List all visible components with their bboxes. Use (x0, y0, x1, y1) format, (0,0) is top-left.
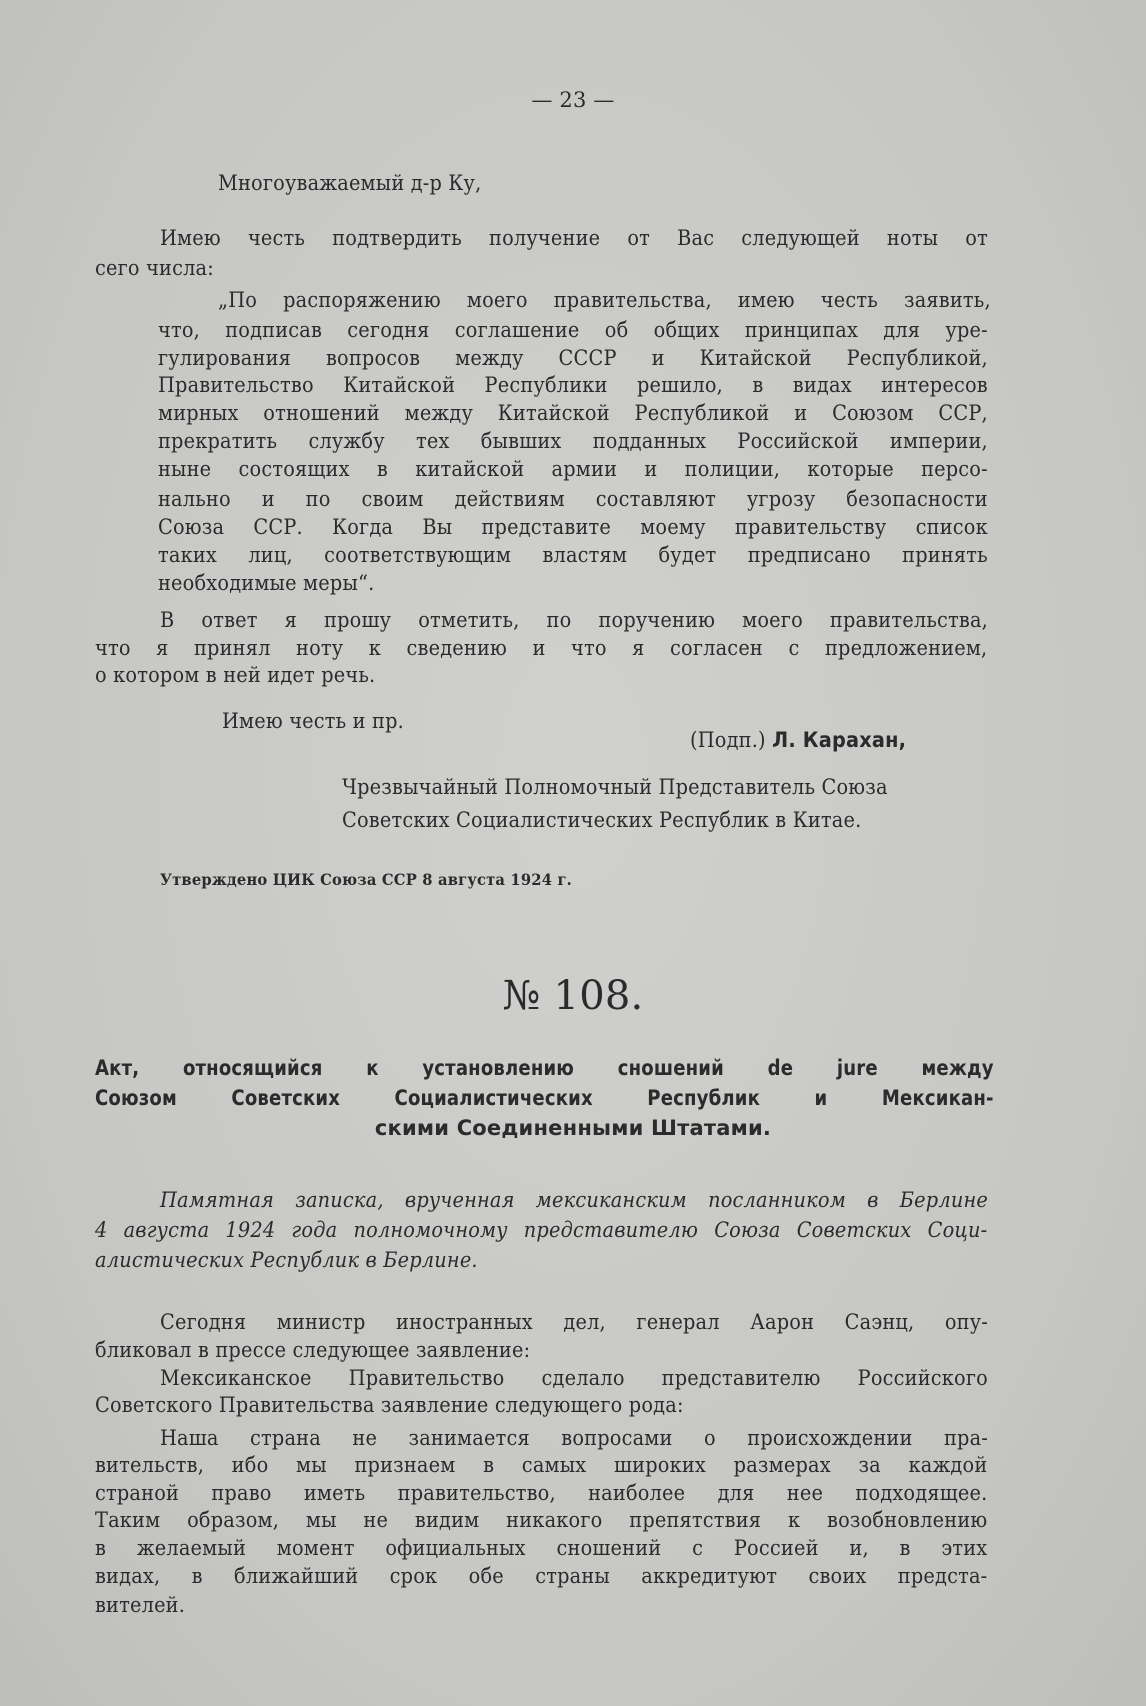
quote-line: таких лиц, соответствующим властям будет предписано принять (158, 543, 988, 567)
reply-line: что я принял ноту к сведению и что я согласен с предложением, (95, 636, 988, 660)
paragraph-line: видах, в ближайший срок обе страны аккредитуют своих предста- (95, 1564, 988, 1588)
salutation: Многоуважаемый д-р Ку, (218, 171, 482, 195)
paragraph-line: вительств, ибо мы признаем в самых широких размерах за каждой (95, 1453, 988, 1477)
quote-line: что, подписав сегодня соглашение об общих принципах для уре- (158, 318, 988, 342)
paragraph-line: Мексиканское Правительство сделало представителю Российского (160, 1366, 988, 1390)
quote-line: мирных отношений между Китайской Республикой и Союзом ССР, (158, 401, 988, 425)
signature (690, 726, 1146, 754)
note-line: Памятная записка, врученная мексиканским посланником в Берлине (160, 1188, 988, 1212)
paragraph-line: Сегодня министр иностранных дел, генерал Аарон Саэнц, опу- (160, 1310, 988, 1334)
quote-line: нально и по своим действиям составляют угрозу безопасности (158, 487, 988, 511)
quote-line: гулирования вопросов между СССР и Китайской Республикой, (158, 346, 988, 370)
signature-prefix: (Подп.) (690, 728, 766, 752)
paragraph-line: вителей. (95, 1593, 186, 1617)
quote-line: необходимые меры“. (158, 571, 375, 595)
note-line: 4 августа 1924 года полномочному представителю Союза Советских Соци- (95, 1218, 988, 1242)
quote-line: Правительство Китайской Республики решило, в видах интересов (158, 373, 988, 397)
paragraph-line: Наша страна не занимается вопросами о происхождении пра- (160, 1426, 988, 1450)
page-number: — 23 — (531, 88, 615, 112)
section-title-line: Союзом Советских Социалистических Республик и Мексикан- (95, 1086, 994, 1110)
reply-line: В ответ я прошу отметить, по поручению моего правительства, (160, 608, 988, 632)
note-line: алистических Республик в Берлине. (95, 1248, 478, 1272)
paragraph-line: Советского Правительства заявление следующего рода: (95, 1393, 684, 1417)
paragraph-line: Таким образом, мы не видим никакого препятствия к возобновлению (95, 1508, 988, 1532)
quote-line: ныне состоящих в китайской армии и полиции, которые персо- (158, 457, 988, 481)
document-number: № 108. (502, 973, 644, 1019)
approval-note: Утверждено ЦИК Союза ССР 8 августа 1924 г. (160, 870, 572, 889)
quote-line: Союза ССР. Когда Вы представите моему правительству список (158, 515, 988, 539)
intro-line: Имею честь подтвердить получение от Вас следующей ноты от (160, 226, 988, 250)
signature-name: Л. Карахан, (772, 728, 907, 752)
paragraph-line: страной право иметь правительство, наиболее для нее подходящее. (95, 1481, 988, 1505)
position-line: Советских Социалистических Республик в Китае. (342, 808, 862, 832)
section-title-line: скими Соединенными Штатами. (374, 1116, 772, 1140)
reply-line: о котором в ней идет речь. (95, 663, 376, 687)
paragraph-line: бликовал в прессе следующее заявление: (95, 1338, 531, 1362)
section-title-line: Акт, относящийся к установлению сношений de jure между (95, 1056, 994, 1080)
position-line: Чрезвычайный Полномочный Представитель Союза (342, 775, 888, 799)
intro-line: сего числа: (95, 256, 214, 280)
closing: Имею честь и пр. (222, 709, 405, 733)
paragraph-line: в желаемый момент официальных сношений с Россией и, в этих (95, 1536, 988, 1560)
quote-line: „По распоряжению моего правительства, имею честь заявить, (218, 288, 991, 312)
quote-line: прекратить службу тех бывших подданных Российской империи, (158, 429, 988, 453)
